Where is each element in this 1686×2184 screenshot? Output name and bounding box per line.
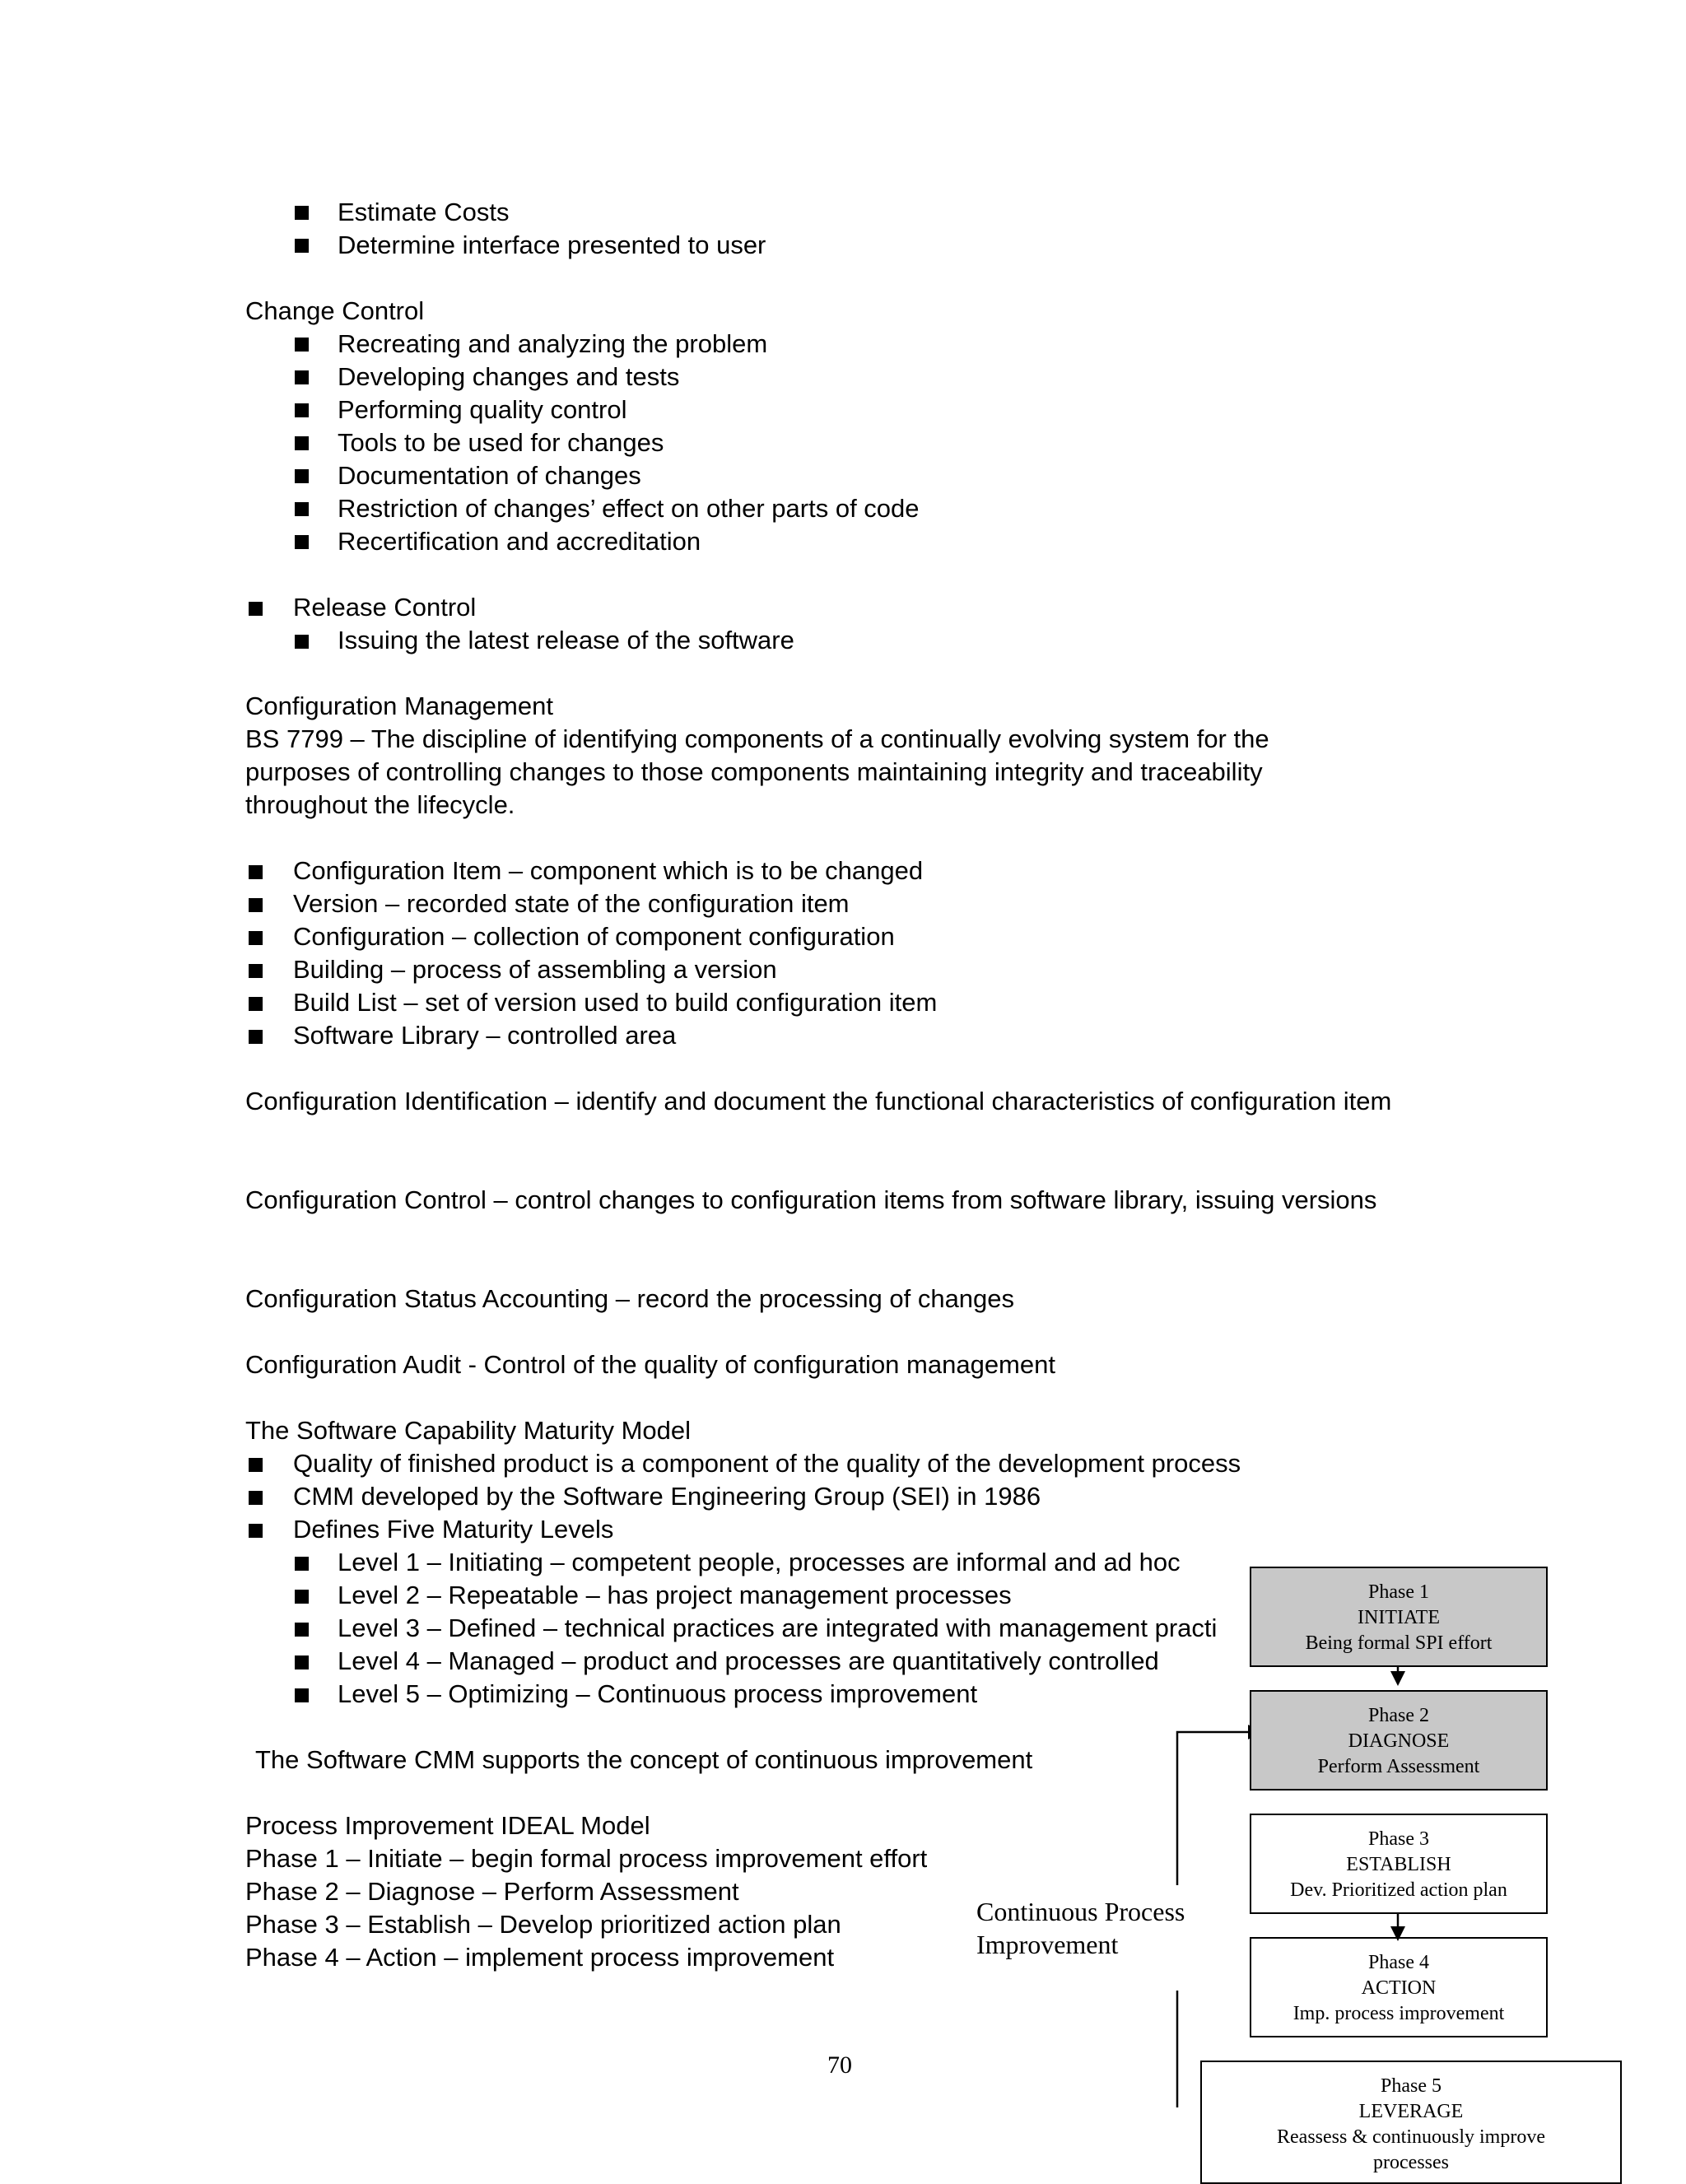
ideal-phase: Phase 2 – Diagnose – Perform Assessment	[245, 1877, 739, 1906]
change-control-heading: Change Control	[245, 296, 425, 325]
list-item: Configuration Item – component which is to be changed	[293, 856, 924, 885]
list-item: Issuing the latest release of the software	[338, 626, 794, 654]
phase-name: ACTION	[1361, 1977, 1437, 1999]
release-control-heading: Release Control	[293, 593, 477, 622]
list-item: Determine interface presented to user	[338, 231, 766, 259]
list-item: Build List – set of version used to build configuration item	[293, 988, 938, 1017]
list-item: Recertification and accreditation	[338, 527, 701, 556]
loop-label	[976, 1895, 1185, 1961]
list-item: Developing changes and tests	[338, 362, 680, 391]
list-item: Defines Five Maturity Levels	[293, 1515, 614, 1544]
phase-number: Phase 3	[1368, 1828, 1429, 1850]
ideal-heading: Process Improvement IDEAL Model	[245, 1811, 650, 1840]
list-item: Configuration – collection of component configuration	[293, 922, 895, 951]
phase-4-box	[1250, 1937, 1548, 2037]
phase-desc: Perform Assessment	[1317, 1756, 1480, 1777]
list-item: Restriction of changes’ effect on other parts of code	[338, 494, 920, 523]
phase-name: DIAGNOSE	[1348, 1730, 1450, 1752]
config-identification: Configuration Identification – identify and document the functional characteristics of configuration item	[245, 1087, 1392, 1115]
phase-name: INITIATE	[1358, 1607, 1440, 1628]
list-item: Level 4 – Managed – product and processes are quantitatively controlled	[338, 1646, 1159, 1675]
phase-desc: Reassess & continuously improve	[1277, 2126, 1545, 2148]
page-number: 70	[827, 2051, 852, 2079]
ideal-phase: Phase 3 – Establish – Develop prioritized action plan	[245, 1910, 841, 1939]
list-item: Level 2 – Repeatable – has project management processes	[338, 1581, 1012, 1609]
list-item: Level 3 – Defined – technical practices are integrated with management practi	[338, 1614, 1218, 1642]
ideal-phase: Phase 1 – Initiate – begin formal process improvement effort	[245, 1844, 928, 1873]
list-item: Level 1 – Initiating – competent people, processes are informal and ad hoc	[338, 1548, 1181, 1576]
phase-number: Phase 1	[1368, 1581, 1429, 1603]
list-item: Documentation of changes	[338, 461, 641, 490]
cmm-supports: The Software CMM supports the concept of continuous improvement	[255, 1745, 1033, 1774]
list-item: Quality of finished product is a component of the quality of the development process	[293, 1449, 1241, 1478]
cmm-heading: The Software Capability Maturity Model	[245, 1416, 692, 1445]
list-item: Level 5 – Optimizing – Continuous process improvement	[338, 1679, 978, 1708]
config-mgmt-heading: Configuration Management	[245, 692, 553, 720]
phase-name: ESTABLISH	[1346, 1854, 1451, 1875]
phase-name: LEVERAGE	[1358, 2101, 1464, 2122]
phase-number: Phase 2	[1368, 1705, 1429, 1726]
config-audit: Configuration Audit - Control of the quality of configuration management	[245, 1350, 1055, 1379]
phase-3-box	[1250, 1814, 1548, 1914]
list-item: Building – process of assembling a version	[293, 955, 777, 984]
loop-label-line: Continuous Process	[976, 1897, 1185, 1926]
config-control: Configuration Control – control changes to configuration items from software library, issuing versions	[245, 1185, 1377, 1214]
phase-desc: Dev. Prioritized action plan	[1290, 1879, 1507, 1901]
list-item: Performing quality control	[338, 395, 627, 424]
phase-desc: Imp. process improvement	[1292, 2003, 1505, 2024]
phase-1-box	[1250, 1567, 1548, 1667]
config-status-accounting: Configuration Status Accounting – record the processing of changes	[245, 1284, 1015, 1313]
phase-number: Phase 5	[1381, 2075, 1441, 2097]
phase-desc: processes	[1373, 2152, 1449, 2173]
phase-desc: Being formal SPI effort	[1305, 1632, 1493, 1654]
phase-5-box	[1200, 2061, 1622, 2184]
list-item: CMM developed by the Software Engineering Group (SEI) in 1986	[293, 1482, 1041, 1511]
ideal-phase: Phase 4 – Action – implement process improvement	[245, 1943, 835, 1972]
config-mgmt-definition: BS 7799 – The discipline of identifying components of a continually evolving system for the purposes of controlling changes to those components maintaining integrity and traceability throughout the lifecycle.	[245, 724, 1269, 819]
list-item: Estimate Costs	[338, 198, 510, 226]
list-item: Version – recorded state of the configuration item	[293, 889, 850, 918]
list-item: Recreating and analyzing the problem	[338, 329, 768, 358]
list-item: Software Library – controlled area	[293, 1021, 677, 1050]
phase-2-box	[1250, 1690, 1548, 1791]
loop-label-line: Improvement	[976, 1930, 1119, 1959]
phase-number: Phase 4	[1368, 1952, 1429, 1973]
list-item: Tools to be used for changes	[338, 428, 664, 457]
